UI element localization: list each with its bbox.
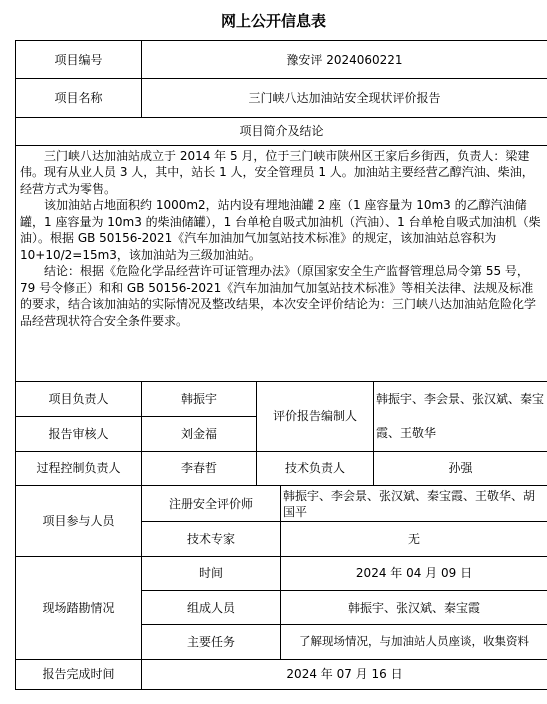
row-project-leader: [16, 382, 547, 417]
summary-paragraph-1: 三门峡八达加油站成立于 2014 年 5 月，位于三门峡市陕州区王家后乡街西，负责人：梁建伟。现有从业人员 3 人，其中，站长 1 人，安全管理员 1 人。加油站主要经营乙醇汽油、柴油，经营方式为零售。: [20, 148, 534, 196]
participants-label: 项目参与人员: [16, 486, 142, 557]
process-control-value: 李春哲: [142, 451, 257, 485]
survey-task-label: 主要任务: [142, 625, 281, 659]
report-editors-value: 韩振宇、李会景、张汉斌、秦宝霞、王敬华: [374, 382, 547, 452]
project-number-label: 项目编号: [16, 41, 142, 79]
site-survey-label: 现场踏勘情况: [16, 556, 142, 659]
tech-expert-label: 技术专家: [142, 522, 281, 556]
survey-time-label: 时间: [142, 556, 281, 590]
survey-staff-value: 韩振宇、张汉斌、秦宝霞: [281, 591, 547, 625]
row-process-control: [16, 451, 547, 485]
row-project-name: [16, 79, 547, 117]
info-table: [15, 40, 547, 690]
page-title: 网上公开信息表: [220, 11, 326, 30]
project-name-value: 三门峡八达加油站安全现状评价报告: [142, 79, 547, 117]
report-editors-label: 评价报告编制人: [257, 382, 374, 452]
summary-paragraph-3: 结论：根据《危险化学品经营许可证管理办法》（原国家安全生产监督管理总局令第 55 号，79 号令修正）和和 GB 50156-2021《汽车加油加气加氢站技术标准》等相关法律、法规及标准的要求，结合该加油站的实际情况及整改结果，本次安全评价结论为：三门峡八达加油站危险化学品经营现状符合安全条件要求。: [20, 264, 537, 328]
row-summary: [16, 145, 547, 381]
row-completion: [16, 659, 547, 689]
tech-expert-value: 无: [281, 522, 547, 556]
row-survey-time: [16, 556, 547, 590]
completion-label: 报告完成时间: [16, 659, 142, 689]
project-leader-value: 韩振宇: [142, 382, 257, 417]
survey-task-value: 了解现场情况，与加油站人员座谈，收集资料: [281, 625, 547, 659]
process-control-label: 过程控制负责人: [16, 451, 142, 485]
survey-time-value: 2024 年 04 月 09 日: [281, 556, 547, 590]
report-reviewer-value: 刘金福: [142, 416, 257, 451]
completion-value: 2024 年 07 月 16 日: [142, 659, 547, 689]
row-project-number: [16, 41, 547, 79]
summary-header: 项目简介及结论: [16, 117, 547, 145]
project-leader-label: 项目负责人: [16, 382, 142, 417]
project-number-value: 豫安评 2024060221: [142, 41, 547, 79]
tech-leader-label: 技术负责人: [257, 451, 374, 485]
survey-staff-label: 组成人员: [142, 591, 281, 625]
project-name-label: 项目名称: [16, 79, 142, 117]
summary-paragraph-2: 该加油站占地面积约 1000m2，站内设有埋地油罐 2 座（1 座容量为 10m3 的乙醇汽油储罐，1 座容量为 10m3 的柴油储罐），1 台单枪自吸式加油机（汽油）、1 台单枪自吸式加油机（柴油）。根据 GB 50156-2021《汽车加油加气加氢站技术标准》的规定，该加油站总容积为 10+10/2=15m3，该加油站为三级加油站。: [20, 198, 541, 262]
registered-assessor-value: 韩振宇、李会景、张汉斌、秦宝霞、王敬华、胡国平: [281, 486, 547, 522]
summary-content: [16, 145, 547, 381]
tech-leader-value: 孙强: [374, 451, 547, 485]
report-reviewer-label: 报告审核人: [16, 416, 142, 451]
registered-assessor-label: 注册安全评价师: [142, 486, 281, 522]
row-summary-header: [16, 117, 547, 145]
row-registered-assessor: [16, 486, 547, 522]
